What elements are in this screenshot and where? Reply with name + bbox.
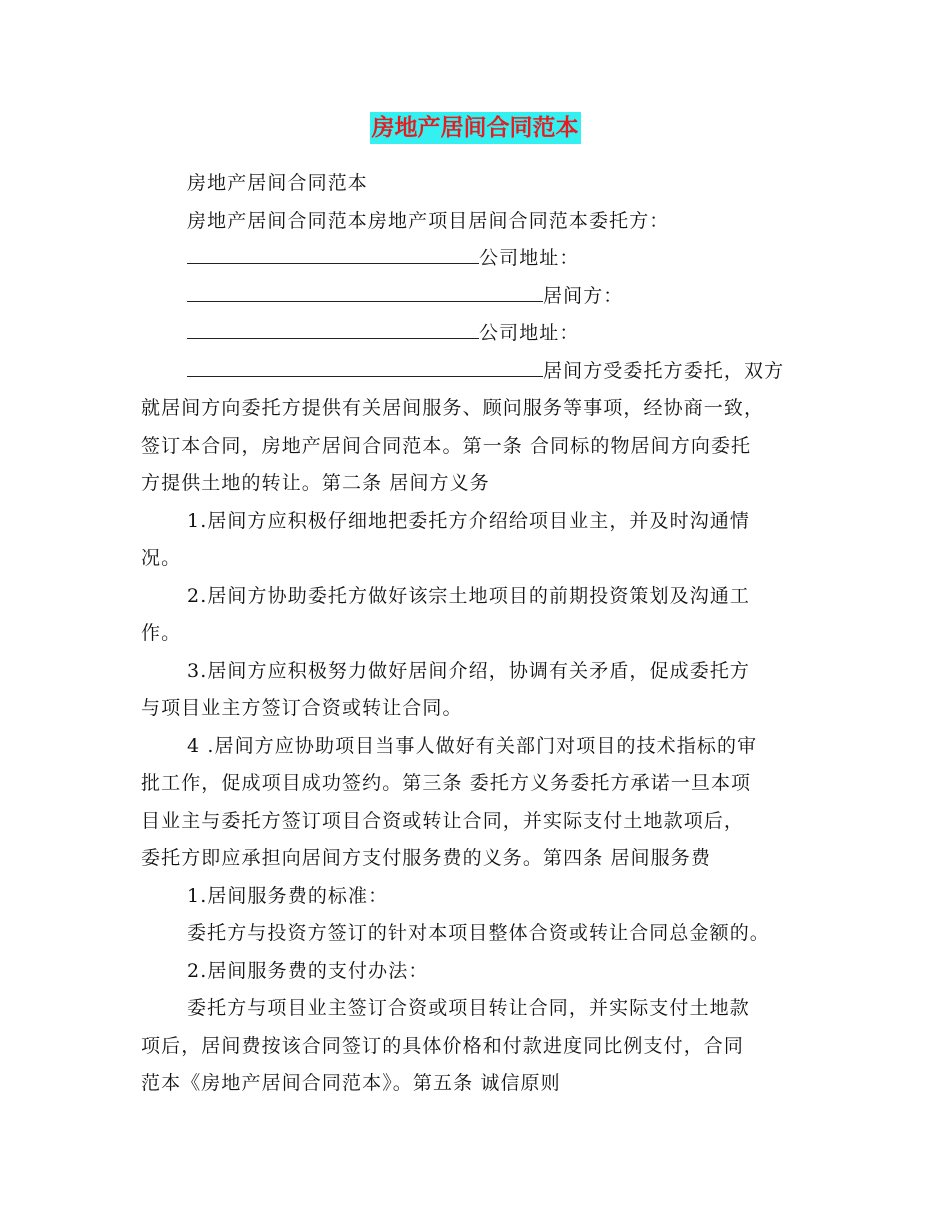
document-body (141, 168, 816, 1106)
fill-in-blank (187, 243, 479, 264)
paragraph-line: 况。 (141, 547, 182, 569)
paragraph-line: 4 .居间方应协助项目当事人做好有关部门对项目的技术指标的审 (187, 734, 758, 757)
paragraph-line: 与项目业主方签订合资或转让合同。 (141, 697, 463, 719)
blank-field-line (141, 318, 816, 356)
field-label: 公司地址： (479, 322, 580, 344)
paragraph-line: 2.居间服务费的支付办法： (187, 959, 429, 982)
blank-field-line (141, 281, 816, 319)
paragraph-line: 批工作，促成项目成功签约。第三条 委托方义务委托方承诺一旦本项 (141, 772, 752, 794)
paragraph-line: 1.居间服务费的标准： (187, 884, 389, 907)
paragraph-line: 作。 (141, 622, 182, 644)
fill-in-blank (187, 281, 543, 302)
paragraph-line: 就居间方向委托方提供有关居间服务、顾问服务等事项，经协商一致， (141, 397, 765, 419)
field-label: 居间方受委托方委托，双方 (543, 359, 785, 382)
paragraph-line: 方提供土地的转让。第二条 居间方义务 (141, 472, 490, 494)
paragraph-line: 委托方即应承担向居间方支付服务费的义务。第四条 居间服务费 (141, 847, 711, 869)
fill-in-blank (187, 318, 479, 339)
blank-field-line (141, 356, 816, 394)
paragraph-line: 1.居间方应积极仔细地把委托方介绍给项目业主，并及时沟通情 (187, 509, 751, 532)
paragraph-line: 房地产居间合同范本 (187, 172, 368, 194)
field-label: 公司地址： (479, 247, 580, 269)
paragraph-line: 范本《房地产居间合同范本》。第五条 诚信原则 (141, 1072, 561, 1094)
paragraph-line: 3.居间方应积极努力做好居间介绍，协调有关矛盾，促成委托方 (187, 659, 751, 682)
paragraph-line: 房地产居间合同范本房地产项目居间合同范本委托方： (187, 209, 670, 232)
document-title-wrap (0, 112, 950, 144)
field-label: 居间方： (543, 284, 624, 307)
paragraph-line: 2.居间方协助委托方做好该宗土地项目的前期投资策划及沟通工 (187, 584, 751, 607)
paragraph-line: 委托方与项目业主签订合资或项目转让合同，并实际支付土地款 (187, 997, 750, 1019)
paragraph-line: 签订本合同，房地产居间合同范本。第一条 合同标的物居间方向委托 (141, 434, 752, 457)
paragraph-line: 项后，居间费按该合同签订的具体价格和付款进度同比例支付，合同 (141, 1034, 745, 1057)
paragraph-line: 委托方与投资方签订的针对本项目整体合资或转让合同总金额的。 (187, 922, 770, 944)
paragraph-line: 目业主与委托方签订项目合资或转让合同，并实际支付土地款项后， (141, 809, 745, 832)
document-title: 房地产居间合同范本 (370, 112, 581, 144)
fill-in-blank (187, 356, 543, 377)
blank-field-line (141, 243, 816, 281)
